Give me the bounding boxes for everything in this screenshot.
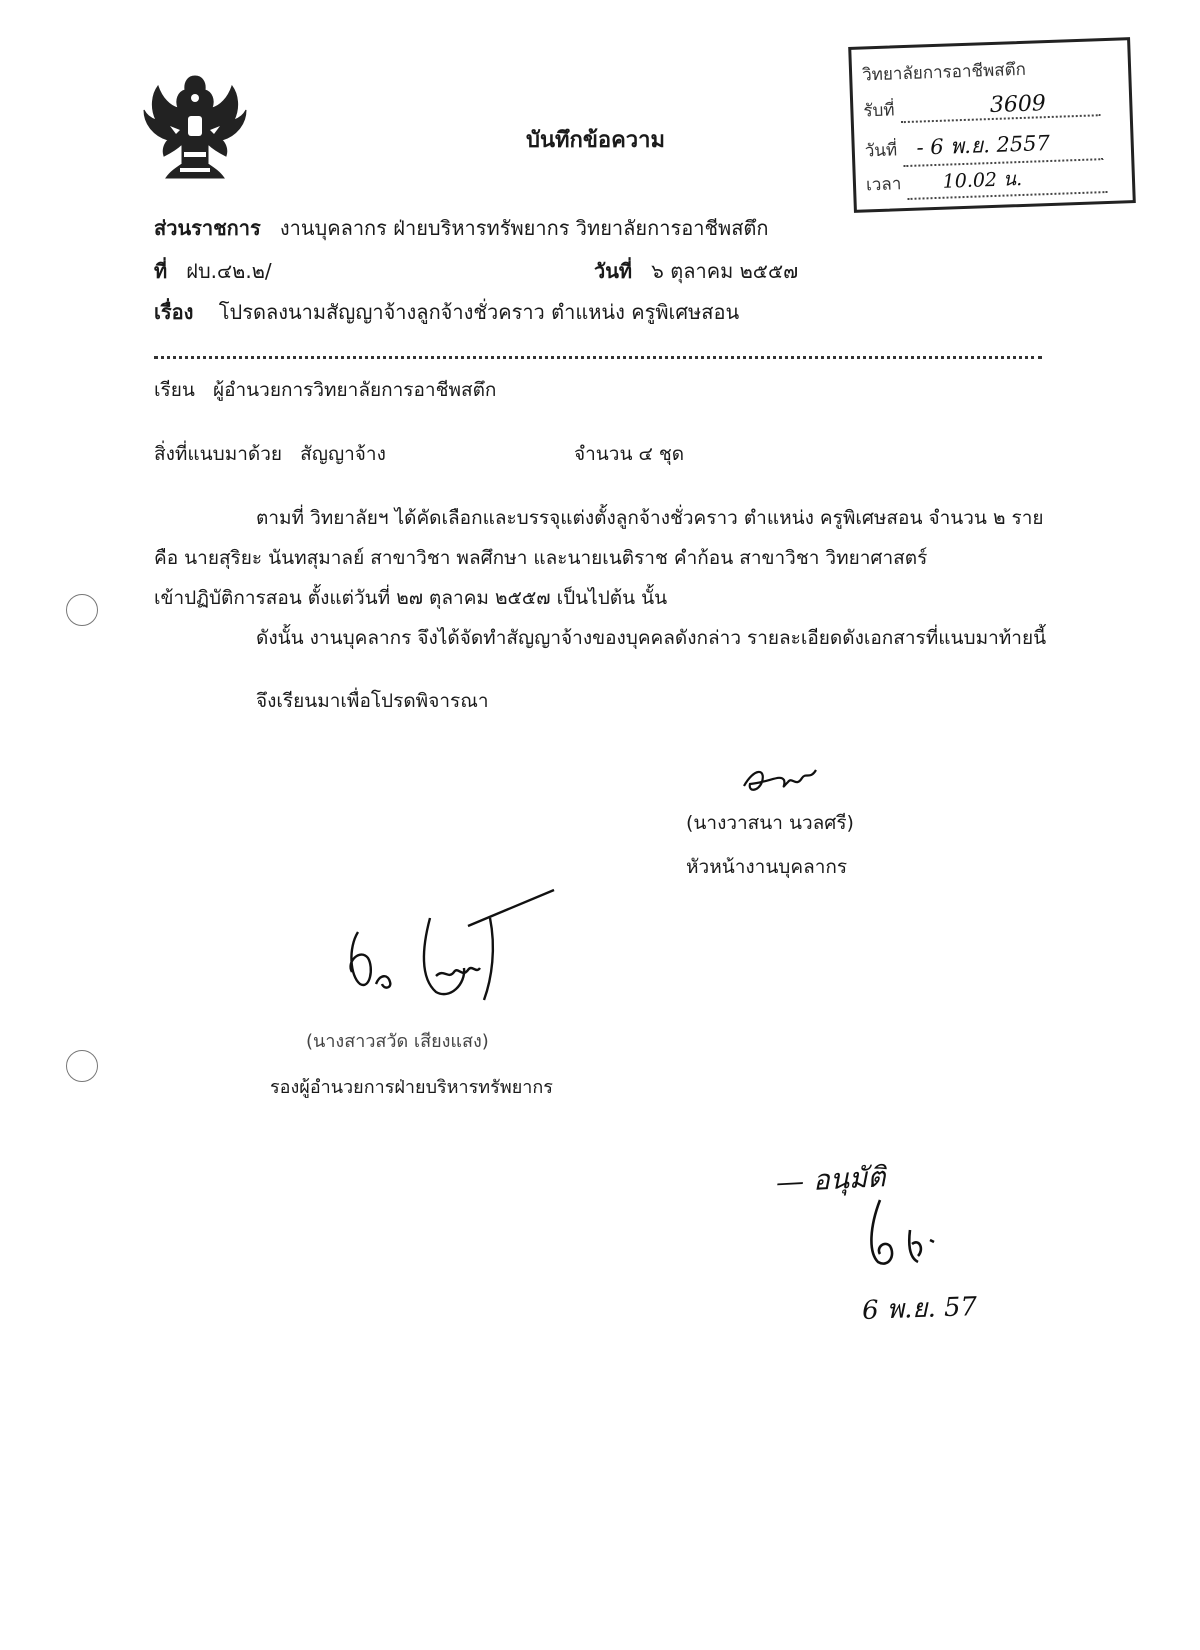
header-divider [154, 356, 1042, 359]
handwritten-initials [860, 1196, 950, 1276]
paragraph-1-line-1: ตามที่ วิทยาลัยฯ ได้คัดเลือกและบรรจุแต่งตั้งลูกจ้างชั่วคราว ตำแหน่ง ครูพิเศษสอน จำนวน ๒ ราย [256, 507, 1044, 529]
handwritten-approval: — อนุมัติ [775, 1160, 887, 1199]
receiving-stamp [848, 37, 1136, 213]
punch-hole-top [66, 594, 98, 626]
punch-hole-bottom [66, 1050, 98, 1082]
attachment-value: สัญญาจ้าง [300, 443, 386, 465]
agency-value: งานบุคลากร ฝ่ายบริหารทรัพยากร วิทยาลัยการอาชีพสตึก [279, 216, 769, 240]
signer-2-position: รองผู้อำนวยการฝ่ายบริหารทรัพยากร [270, 1077, 553, 1098]
agency-line [154, 212, 769, 244]
addressee-line [154, 375, 496, 405]
paragraph-2: ดังนั้น งานบุคลากร จึงได้จัดทำสัญญาจ้างของบุคคลดังกล่าว รายละเอียดดังเอกสารที่แนบมาท้ายนี้ [256, 627, 1047, 649]
stamp-institution: วิทยาลัยการอาชีพสตึก [861, 59, 1027, 86]
agency-label: ส่วนราชการ [154, 216, 261, 240]
attachment-count: จำนวน ๔ ชุด [574, 443, 685, 465]
memo-date-line [594, 255, 798, 287]
stamp-number-label: รับที่ [863, 100, 895, 122]
subject-line [154, 296, 739, 328]
memo-title: บันทึกข้อความ [526, 128, 666, 153]
subject-value: โปรดลงนามสัญญาจ้างลูกจ้างชั่วคราว ตำแหน่ง ครูพิเศษสอน [218, 300, 740, 324]
stamp-date-label: วันที่ [864, 140, 898, 162]
signature-2 [340, 888, 560, 1018]
memo-date-value: ๖ ตุลาคม ๒๕๕๗ [651, 259, 799, 283]
attachment-label: สิ่งที่แนบมาด้วย [154, 443, 283, 465]
signer-1-position: หัวหน้างานบุคลากร [686, 856, 848, 878]
paragraph-1-line-3: เข้าปฏิบัติการสอน ตั้งแต่วันที่ ๒๗ ตุลาคม ๒๕๕๗ เป็นไปต้น นั้น [154, 587, 668, 609]
signer-2-name: (นางสาวสวัด เสียงแสง) [306, 1031, 489, 1052]
reference-label: ที่ [154, 259, 168, 283]
addressee-value: ผู้อำนวยการวิทยาลัยการอาชีพสตึก [212, 379, 497, 401]
garuda-emblem-icon [140, 68, 250, 184]
closing-line: จึงเรียนมาเพื่อโปรดพิจารณา [256, 690, 489, 712]
handwritten-date: 6 พ.ย. 57 [861, 1292, 978, 1326]
signature-1 [740, 762, 820, 796]
reference-line [154, 255, 272, 287]
stamp-time-label: เวลา [865, 174, 902, 196]
stamp-time-value: 10.02 น. [942, 167, 1023, 193]
addressee-label: เรียน [154, 379, 195, 401]
attachment-line [154, 439, 386, 469]
signer-1-name: (นางวาสนา นวลศรี) [686, 812, 854, 834]
subject-label: เรื่อง [154, 300, 194, 324]
stamp-date-value: - 6 พ.ย. 2557 [916, 130, 1051, 160]
reference-value: ฝบ.๔๒.๒/ [186, 259, 272, 283]
stamp-number-value: 3609 [989, 91, 1047, 119]
memo-date-label: วันที่ [594, 259, 633, 283]
paragraph-1-line-2: คือ นายสุริยะ นันทสุมาลย์ สาขาวิชา พลศึกษา และนายเนติราช คำก้อน สาขาวิชา วิทยาศาสตร์ [154, 547, 928, 569]
